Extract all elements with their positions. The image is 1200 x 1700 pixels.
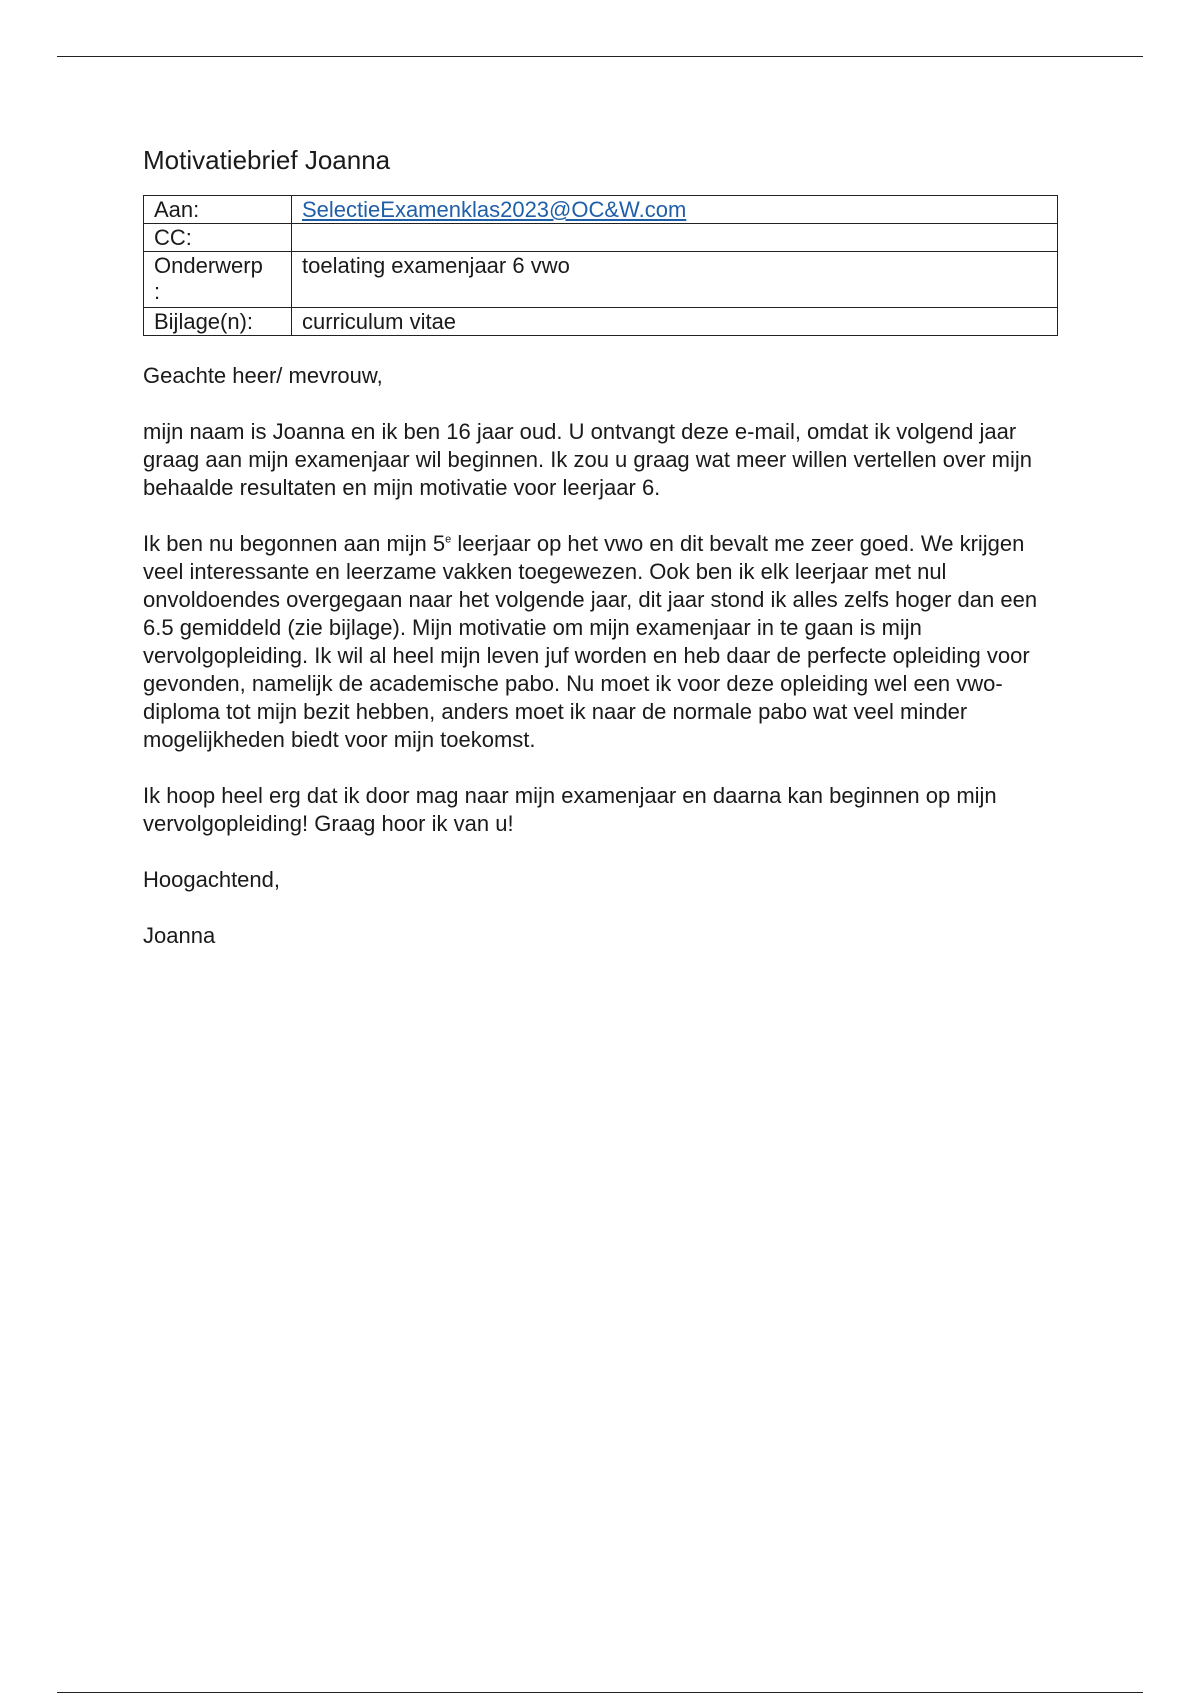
recipient-email-link[interactable]: SelectieExamenklas2023@OC&W.com	[302, 197, 687, 222]
attachment-value: curriculum vitae	[292, 308, 1058, 336]
closing: Hoogachtend,	[143, 867, 280, 892]
paragraph-results	[143, 530, 1058, 754]
subject-label-text: Onderwerp	[154, 253, 263, 278]
cc-value	[292, 224, 1058, 252]
attachment-row	[144, 308, 1058, 336]
cc-row	[144, 224, 1058, 252]
ordinal-superscript: e	[445, 533, 452, 546]
page-bottom-rule	[57, 1692, 1143, 1693]
signature: Joanna	[143, 923, 216, 948]
page-title: Motivatiebrief Joanna	[143, 145, 391, 175]
to-label: Aan:	[144, 196, 292, 224]
letter-body	[143, 143, 1058, 950]
subject-value: toelating examenjaar 6 vwo	[292, 252, 1058, 308]
subject-label-colon: :	[154, 279, 161, 304]
paragraph-results-rest: leerjaar op het vwo en dit bevalt me zeer goed. We krijgen veel interessante en leerzame vakken toegewezen. Ook ben ik elk leerjaar met nul onvoldoendes overgegaan naar het volgende jaar, dit jaar stond ik alles zelfs hoger dan een 6.5 gemiddeld (zie bijlage). Mijn motivatie om mijn examenjaar in te gaan is mijn vervolgopleiding. Ik wil al heel mijn leven juf worden en heb daar de perfecte opleiding voor gevonden, namelijk de academische pabo. Nu moet ik voor deze opleiding wel een vwo-diploma tot mijn bezit hebben, anders moet ik naar de normale pabo wat veel minder mogelijkheden biedt voor mijn toekomst.	[143, 531, 1038, 752]
to-row	[144, 196, 1058, 224]
cc-label: CC:	[144, 224, 292, 252]
subject-row	[144, 252, 1058, 308]
page-top-rule	[57, 56, 1143, 57]
subject-label	[144, 252, 292, 308]
paragraph-intro: mijn naam is Joanna en ik ben 16 jaar oud. U ontvangt deze e-mail, omdat ik volgend jaar graag aan mijn examenjaar wil beginnen. Ik zou u graag wat meer willen vertellen over mijn behaalde resultaten en mijn motivatie voor leerjaar 6.	[143, 419, 1033, 500]
paragraph-results-start: Ik ben nu begonnen aan mijn 5	[143, 531, 446, 556]
paragraph-closing-hope: Ik hoop heel erg dat ik door mag naar mijn examenjaar en daarna kan beginnen op mijn vervolgopleiding! Graag hoor ik van u!	[143, 783, 997, 836]
attachment-label: Bijlage(n):	[144, 308, 292, 336]
greeting: Geachte heer/ mevrouw,	[143, 363, 383, 388]
email-header-table	[143, 195, 1058, 336]
to-value	[292, 196, 1058, 224]
